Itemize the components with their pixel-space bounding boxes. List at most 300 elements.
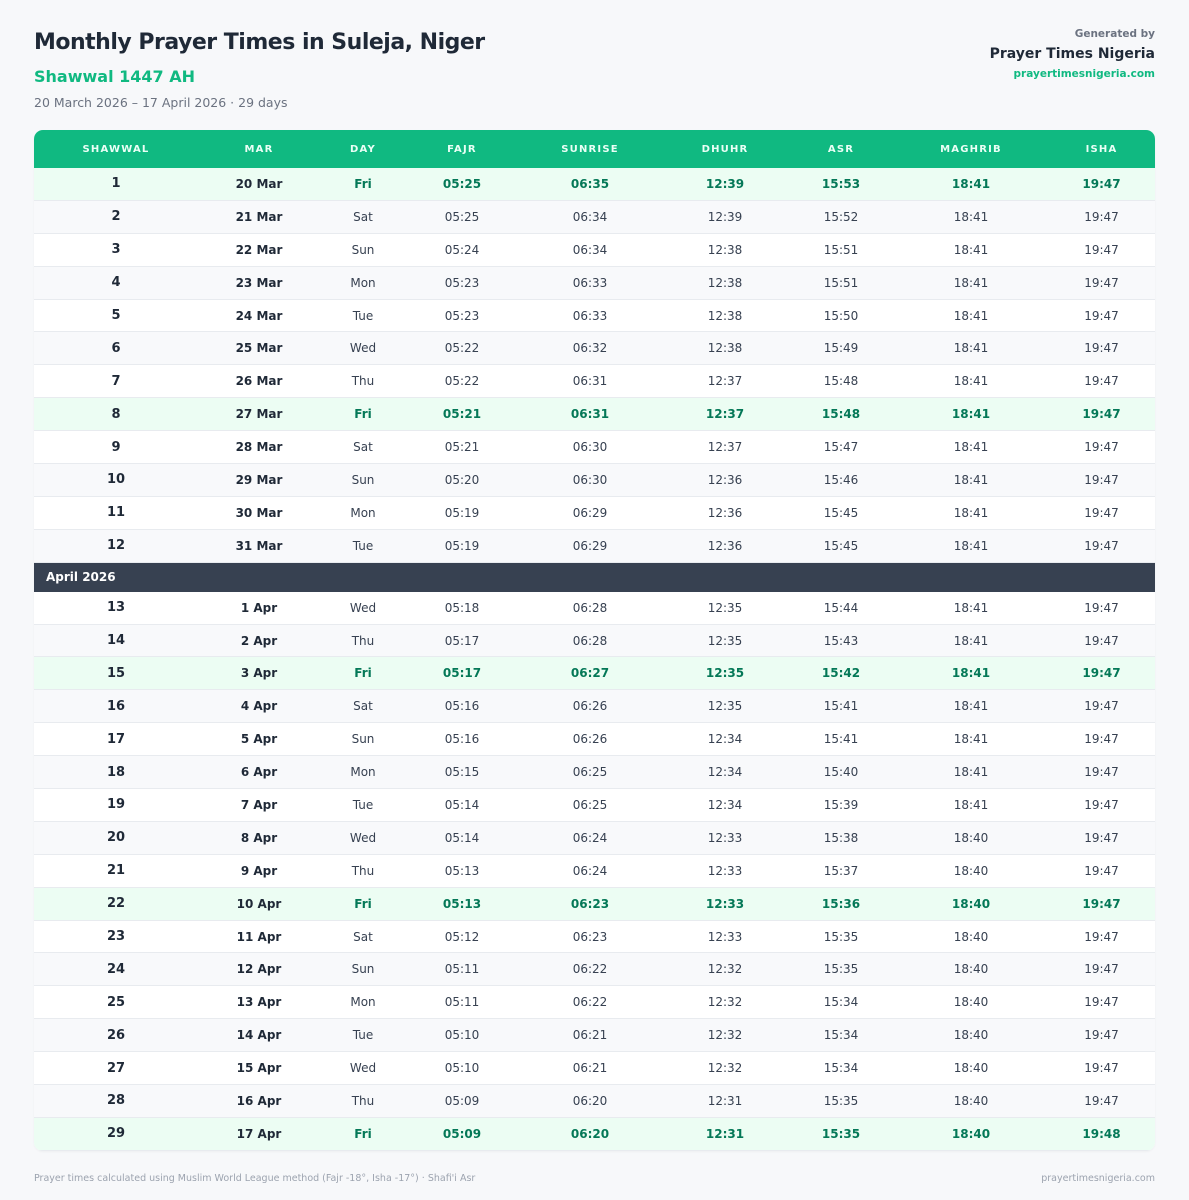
col-date-cell: 15 Apr	[236, 1061, 282, 1076]
col-sunrise-cell: 06:31	[572, 374, 608, 389]
col-asr-cell: 15:46	[823, 472, 859, 487]
col-day-cell: Sat	[353, 440, 373, 455]
col-fajr-cell: 05:13	[444, 863, 480, 878]
col-isha-cell: 19:48	[1082, 1126, 1121, 1141]
col-isha-cell: 19:47	[1084, 699, 1119, 714]
col-sunrise-cell: 06:29	[572, 538, 608, 553]
col-shawwal-cell: 2	[111, 209, 121, 225]
col-fajr-cell: 05:13	[442, 896, 482, 911]
col-dhuhr-cell: 12:34	[707, 732, 743, 747]
col-fajr-cell: 05:11	[444, 995, 480, 1010]
col-date-cell: 7 Apr	[240, 797, 278, 812]
col-date-cell: 10 Apr	[236, 896, 282, 911]
col-asr-cell: 15:34	[823, 1028, 859, 1043]
col-asr-cell: 15:35	[823, 962, 859, 977]
col-maghrib-cell: 18:41	[953, 440, 989, 455]
table-row	[34, 497, 1155, 530]
generator-block	[990, 28, 1155, 80]
table-row	[34, 464, 1155, 497]
col-fajr-cell: 05:25	[442, 176, 482, 191]
col-date-cell: 12 Apr	[236, 962, 282, 977]
col-shawwal-cell: 10	[106, 472, 126, 488]
col-date-cell: 6 Apr	[240, 765, 278, 780]
table-row	[34, 1052, 1155, 1085]
col-date-cell: 28 Mar	[235, 440, 283, 455]
col-fajr-cell: 05:16	[444, 699, 480, 714]
col-day-cell: Fri	[354, 896, 372, 911]
table-row	[34, 365, 1155, 398]
col-sunrise-cell: 06:34	[572, 209, 608, 224]
col-asr-cell: 15:41	[823, 699, 859, 714]
col-day-cell: Mon	[350, 275, 376, 290]
col-fajr-cell: 05:22	[444, 374, 480, 389]
col-day-cell: Sun	[351, 242, 375, 257]
col-fajr-cell: 05:15	[444, 765, 480, 780]
col-date-cell: 16 Apr	[236, 1093, 282, 1108]
col-dhuhr-cell: 12:37	[707, 374, 743, 389]
col-fajr-cell: 05:20	[444, 472, 480, 487]
col-asr-cell: 15:45	[823, 538, 859, 553]
col-shawwal-cell: 12	[106, 538, 126, 554]
col-sunrise-cell: 06:28	[572, 600, 608, 615]
col-date-cell: 29 Mar	[235, 472, 283, 487]
table-row	[34, 855, 1155, 888]
col-day-cell: Tue	[352, 797, 374, 812]
col-dhuhr-cell: 12:33	[705, 896, 745, 911]
col-asr-cell: 15:51	[823, 275, 859, 290]
col-dhuhr-cell: 12:33	[707, 863, 743, 878]
table-row	[34, 625, 1155, 658]
col-fajr-cell: 05:11	[444, 962, 480, 977]
col-asr-cell: 15:34	[823, 1061, 859, 1076]
col-shawwal-cell: 20	[106, 830, 126, 846]
col-fajr-cell: 05:14	[444, 830, 480, 845]
col-date-cell: 25 Mar	[235, 341, 283, 356]
col-fajr-cell: 05:18	[444, 600, 480, 615]
col-isha-cell: 19:47	[1084, 732, 1119, 747]
table-row	[34, 592, 1155, 625]
col-asr-cell: 15:40	[823, 765, 859, 780]
col-dhuhr-cell: 12:35	[707, 600, 743, 615]
col-sunrise-cell: 06:33	[572, 275, 608, 290]
col-isha-cell: 19:47	[1084, 1093, 1119, 1108]
table-row	[34, 953, 1155, 986]
col-date-cell: 13 Apr	[236, 995, 282, 1010]
col-day-cell: Sat	[353, 929, 373, 944]
table-row	[34, 1019, 1155, 1052]
col-sunrise-cell: 06:25	[572, 797, 608, 812]
col-sunrise-cell: 06:26	[572, 732, 608, 747]
col-sunrise-cell: 06:33	[572, 308, 608, 323]
col-shawwal-cell: 26	[106, 1027, 126, 1043]
col-shawwal-cell: 24	[106, 961, 126, 977]
col-date-cell: 3 Apr	[240, 666, 278, 681]
table-row	[34, 921, 1155, 954]
table-row	[34, 300, 1155, 333]
col-dhuhr-cell: 12:31	[705, 1126, 745, 1141]
col-shawwal-cell: 27	[106, 1060, 126, 1076]
col-day-cell: Thu	[351, 863, 375, 878]
col-shawwal-cell: 17	[106, 731, 126, 747]
col-sunrise-cell: 06:24	[572, 863, 608, 878]
col-maghrib-cell: 18:40	[953, 1093, 989, 1108]
table-row	[34, 431, 1155, 464]
col-asr-cell: 15:35	[823, 1093, 859, 1108]
col-maghrib-cell: 18:41	[953, 699, 989, 714]
col-dhuhr-cell: 12:38	[707, 308, 743, 323]
col-sunrise-cell: 06:20	[570, 1126, 610, 1141]
col-date-cell: 26 Mar	[235, 374, 283, 389]
col-day-cell: Sat	[353, 209, 373, 224]
col-sunrise-cell: 06:30	[572, 440, 608, 455]
col-fajr-cell: 05:10	[444, 1028, 480, 1043]
page-header	[34, 30, 1155, 120]
col-day-cell: Mon	[350, 995, 376, 1010]
col-isha-cell: 19:47	[1084, 505, 1119, 520]
table-row-friday	[34, 398, 1155, 431]
col-date-cell: 23 Mar	[235, 275, 283, 290]
col-maghrib-cell: 18:40	[951, 1126, 991, 1141]
col-dhuhr-cell: 12:36	[707, 472, 743, 487]
col-isha-cell: 19:47	[1084, 341, 1119, 356]
col-isha-cell: 19:47	[1084, 797, 1119, 812]
col-sunrise-header: SUNRISE	[561, 143, 619, 155]
col-dhuhr-cell: 12:35	[707, 699, 743, 714]
col-isha-cell: 19:47	[1082, 896, 1121, 911]
col-fajr-cell: 05:12	[444, 929, 480, 944]
col-shawwal-cell: 28	[106, 1093, 126, 1109]
col-asr-cell: 15:35	[821, 1126, 861, 1141]
col-day-cell: Thu	[351, 374, 375, 389]
generated-label: Generated by	[1074, 28, 1155, 40]
col-day-cell: Tue	[352, 308, 374, 323]
col-isha-cell: 19:47	[1084, 995, 1119, 1010]
col-date-cell: 11 Apr	[236, 929, 282, 944]
table-row	[34, 1085, 1155, 1118]
col-maghrib-cell: 18:41	[953, 765, 989, 780]
col-sunrise-cell: 06:30	[572, 472, 608, 487]
col-asr-cell: 15:45	[823, 505, 859, 520]
generator-name: Prayer Times Nigeria	[989, 46, 1155, 62]
col-isha-cell: 19:47	[1084, 830, 1119, 845]
col-maghrib-cell: 18:40	[953, 995, 989, 1010]
col-day-cell: Mon	[350, 765, 376, 780]
col-date-cell: 24 Mar	[235, 308, 283, 323]
col-shawwal-cell: 13	[106, 600, 126, 616]
col-fajr-cell: 05:21	[444, 440, 480, 455]
col-isha-cell: 19:47	[1084, 209, 1119, 224]
col-asr-cell: 15:35	[823, 929, 859, 944]
col-sunrise-cell: 06:22	[572, 995, 608, 1010]
col-day-cell: Thu	[351, 1093, 375, 1108]
table-row	[34, 234, 1155, 267]
col-maghrib-cell: 18:40	[953, 929, 989, 944]
col-dhuhr-cell: 12:32	[707, 1061, 743, 1076]
col-shawwal-cell: 21	[106, 863, 126, 879]
col-date-cell: 8 Apr	[240, 830, 278, 845]
table-header-row	[34, 130, 1155, 168]
col-shawwal-cell: 23	[106, 929, 126, 945]
col-maghrib-cell: 18:41	[953, 538, 989, 553]
col-maghrib-cell: 18:40	[953, 1028, 989, 1043]
col-isha-header: ISHA	[1085, 143, 1118, 155]
col-shawwal-cell: 4	[111, 275, 121, 291]
date-range: 20 March 2026 – 17 April 2026 · 29 days	[34, 95, 288, 110]
col-isha-cell: 19:47	[1084, 308, 1119, 323]
col-maghrib-cell: 18:41	[953, 242, 989, 257]
col-fajr-cell: 05:23	[444, 275, 480, 290]
col-sunrise-cell: 06:28	[572, 633, 608, 648]
col-dhuhr-cell: 12:35	[707, 633, 743, 648]
col-sunrise-cell: 06:35	[570, 176, 610, 191]
col-dhuhr-cell: 12:32	[707, 995, 743, 1010]
col-sunrise-cell: 06:23	[572, 929, 608, 944]
col-shawwal-cell: 3	[111, 242, 121, 258]
col-shawwal-cell: 6	[111, 340, 121, 356]
col-date-cell: 27 Mar	[235, 407, 283, 422]
col-dhuhr-header: DHUHR	[701, 143, 749, 155]
col-day-cell: Fri	[354, 666, 372, 681]
month-separator: April 2026	[34, 563, 1155, 592]
col-sunrise-cell: 06:25	[572, 765, 608, 780]
col-day-cell: Fri	[354, 176, 372, 191]
col-maghrib-cell: 18:41	[953, 341, 989, 356]
col-dhuhr-cell: 12:36	[707, 538, 743, 553]
col-shawwal-cell: 1	[111, 176, 121, 192]
col-asr-cell: 15:53	[821, 176, 861, 191]
footer-link[interactable]: prayertimesnigeria.com	[1041, 1173, 1155, 1184]
col-day-cell: Fri	[354, 1126, 372, 1141]
col-isha-cell: 19:47	[1084, 275, 1119, 290]
col-day-cell: Wed	[349, 830, 377, 845]
col-shawwal-cell: 14	[106, 633, 126, 649]
col-date-cell: 14 Apr	[236, 1028, 282, 1043]
col-fajr-cell: 05:21	[442, 407, 482, 422]
col-isha-cell: 19:47	[1082, 407, 1121, 422]
col-fajr-cell: 05:09	[444, 1093, 480, 1108]
calculation-method-note: Prayer times calculated using Muslim World League method (Fajr -18°, Isha -17°) · Shafi'i Asr	[34, 1173, 476, 1184]
col-day-cell: Wed	[349, 341, 377, 356]
col-maghrib-cell: 18:41	[951, 176, 991, 191]
col-day-cell: Sun	[351, 732, 375, 747]
col-maghrib-cell: 18:40	[951, 896, 991, 911]
col-dhuhr-cell: 12:35	[705, 666, 745, 681]
col-maghrib-cell: 18:41	[953, 275, 989, 290]
col-date-cell: 1 Apr	[240, 600, 278, 615]
col-asr-cell: 15:52	[823, 209, 859, 224]
col-shawwal-cell: 22	[106, 896, 126, 912]
col-day-cell: Sun	[351, 472, 375, 487]
col-day-cell: Tue	[352, 1028, 374, 1043]
col-isha-cell: 19:47	[1084, 472, 1119, 487]
col-shawwal-cell: 5	[111, 308, 121, 323]
table-row-friday	[34, 168, 1155, 201]
col-isha-cell: 19:47	[1084, 242, 1119, 257]
col-sunrise-cell: 06:21	[572, 1061, 608, 1076]
col-maghrib-cell: 18:40	[953, 863, 989, 878]
col-isha-cell: 19:47	[1082, 176, 1121, 191]
col-isha-cell: 19:47	[1084, 1028, 1119, 1043]
col-date-cell: 21 Mar	[235, 209, 283, 224]
col-fajr-cell: 05:14	[444, 797, 480, 812]
col-asr-cell: 15:36	[821, 896, 861, 911]
col-isha-cell: 19:47	[1082, 666, 1121, 681]
col-shawwal-cell: 16	[106, 698, 126, 714]
col-fajr-cell: 05:17	[442, 666, 482, 681]
col-day-cell: Wed	[349, 600, 377, 615]
col-day-cell: Tue	[352, 538, 374, 553]
col-sunrise-cell: 06:22	[572, 962, 608, 977]
col-isha-cell: 19:47	[1084, 440, 1119, 455]
col-asr-cell: 15:37	[823, 863, 859, 878]
col-sunrise-cell: 06:31	[570, 407, 610, 422]
col-asr-cell: 15:34	[823, 995, 859, 1010]
col-shawwal-cell: 8	[111, 406, 121, 422]
col-shawwal-cell: 15	[106, 665, 126, 681]
generator-link[interactable]: prayertimesnigeria.com	[1013, 68, 1155, 80]
col-maghrib-cell: 18:41	[953, 732, 989, 747]
col-date-cell: 9 Apr	[240, 863, 278, 878]
col-fajr-cell: 05:17	[444, 633, 480, 648]
col-date-cell: 4 Apr	[240, 699, 278, 714]
col-asr-cell: 15:43	[823, 633, 859, 648]
col-sunrise-cell: 06:23	[570, 896, 610, 911]
col-maghrib-cell: 18:41	[953, 600, 989, 615]
col-shawwal-cell: 25	[106, 994, 126, 1010]
page-subtitle: Shawwal 1447 AH	[34, 67, 195, 86]
col-fajr-cell: 05:10	[444, 1061, 480, 1076]
col-maghrib-cell: 18:40	[953, 962, 989, 977]
table-row-friday	[34, 888, 1155, 921]
table-row-friday	[34, 657, 1155, 690]
col-fajr-cell: 05:25	[444, 209, 480, 224]
table-row	[34, 822, 1155, 855]
col-day-cell: Sat	[353, 699, 373, 714]
col-maghrib-header: MAGHRIB	[940, 143, 1002, 155]
col-sunrise-cell: 06:29	[572, 505, 608, 520]
col-dhuhr-cell: 12:34	[707, 765, 743, 780]
page-footer	[34, 1173, 1155, 1184]
col-maghrib-cell: 18:41	[953, 797, 989, 812]
col-isha-cell: 19:47	[1084, 538, 1119, 553]
col-dhuhr-cell: 12:39	[707, 209, 743, 224]
table-row-friday	[34, 1118, 1155, 1151]
col-day-header: DAY	[350, 143, 376, 155]
col-shawwal-cell: 29	[106, 1126, 126, 1142]
col-sunrise-cell: 06:27	[570, 666, 610, 681]
col-asr-cell: 15:42	[821, 666, 861, 681]
col-maghrib-cell: 18:41	[951, 666, 991, 681]
col-shawwal-cell: 18	[106, 764, 126, 780]
col-isha-cell: 19:47	[1084, 929, 1119, 944]
prayer-times-table	[34, 130, 1155, 1151]
col-asr-cell: 15:39	[823, 797, 859, 812]
col-date-cell: 5 Apr	[240, 732, 278, 747]
col-asr-cell: 15:51	[823, 242, 859, 257]
col-date-cell: 30 Mar	[235, 505, 283, 520]
col-fajr-cell: 05:19	[444, 538, 480, 553]
col-date-cell: 31 Mar	[235, 538, 283, 553]
col-isha-cell: 19:47	[1084, 962, 1119, 977]
table-row	[34, 723, 1155, 756]
table-row	[34, 530, 1155, 563]
table-row	[34, 756, 1155, 789]
col-maghrib-cell: 18:41	[953, 308, 989, 323]
col-maghrib-cell: 18:41	[953, 209, 989, 224]
col-asr-cell: 15:49	[823, 341, 859, 356]
col-fajr-cell: 05:16	[444, 732, 480, 747]
table-row	[34, 690, 1155, 723]
col-isha-cell: 19:47	[1084, 374, 1119, 389]
table-row	[34, 267, 1155, 300]
col-fajr-header: FAJR	[447, 143, 477, 155]
col-asr-cell: 15:48	[821, 407, 861, 422]
col-asr-header: ASR	[827, 143, 855, 155]
col-date-header: MAR	[244, 143, 274, 155]
col-isha-cell: 19:47	[1084, 633, 1119, 648]
col-shawwal-cell: 11	[106, 505, 126, 521]
table-row	[34, 789, 1155, 822]
col-maghrib-cell: 18:41	[953, 633, 989, 648]
table-row	[34, 986, 1155, 1019]
col-shawwal-cell: 7	[111, 373, 121, 389]
table-row	[34, 332, 1155, 365]
col-maghrib-cell: 18:41	[953, 374, 989, 389]
col-date-cell: 17 Apr	[236, 1126, 282, 1141]
col-asr-cell: 15:48	[823, 374, 859, 389]
table-row	[34, 201, 1155, 234]
col-day-cell: Fri	[354, 407, 372, 422]
col-dhuhr-cell: 12:36	[707, 505, 743, 520]
col-maghrib-cell: 18:41	[951, 407, 991, 422]
page-title: Monthly Prayer Times in Suleja, Niger	[34, 30, 485, 55]
col-fajr-cell: 05:19	[444, 505, 480, 520]
col-isha-cell: 19:47	[1084, 863, 1119, 878]
col-isha-cell: 19:47	[1084, 600, 1119, 615]
col-fajr-cell: 05:24	[444, 242, 480, 257]
col-day-cell: Thu	[351, 633, 375, 648]
col-day-cell: Mon	[350, 505, 376, 520]
col-date-cell: 22 Mar	[235, 242, 283, 257]
col-sunrise-cell: 06:26	[572, 699, 608, 714]
col-sunrise-cell: 06:20	[572, 1093, 608, 1108]
col-day-cell: Sun	[351, 962, 375, 977]
col-dhuhr-cell: 12:32	[707, 1028, 743, 1043]
col-shawwal-cell: 19	[106, 797, 126, 813]
col-shawwal-cell: 9	[111, 439, 121, 455]
col-dhuhr-cell: 12:32	[707, 962, 743, 977]
col-fajr-cell: 05:09	[442, 1126, 482, 1141]
col-asr-cell: 15:41	[823, 732, 859, 747]
col-dhuhr-cell: 12:38	[707, 275, 743, 290]
col-dhuhr-cell: 12:33	[707, 929, 743, 944]
col-sunrise-cell: 06:34	[572, 242, 608, 257]
col-maghrib-cell: 18:40	[953, 1061, 989, 1076]
col-dhuhr-cell: 12:37	[707, 440, 743, 455]
col-maghrib-cell: 18:41	[953, 505, 989, 520]
col-asr-cell: 15:50	[823, 308, 859, 323]
col-dhuhr-cell: 12:34	[707, 797, 743, 812]
col-sunrise-cell: 06:32	[572, 341, 608, 356]
table-body	[34, 168, 1155, 1151]
col-dhuhr-cell: 12:31	[707, 1093, 743, 1108]
col-asr-cell: 15:47	[823, 440, 859, 455]
col-dhuhr-cell: 12:38	[707, 341, 743, 356]
col-isha-cell: 19:47	[1084, 765, 1119, 780]
col-fajr-cell: 05:22	[444, 341, 480, 356]
col-sunrise-cell: 06:24	[572, 830, 608, 845]
col-dhuhr-cell: 12:39	[705, 176, 745, 191]
